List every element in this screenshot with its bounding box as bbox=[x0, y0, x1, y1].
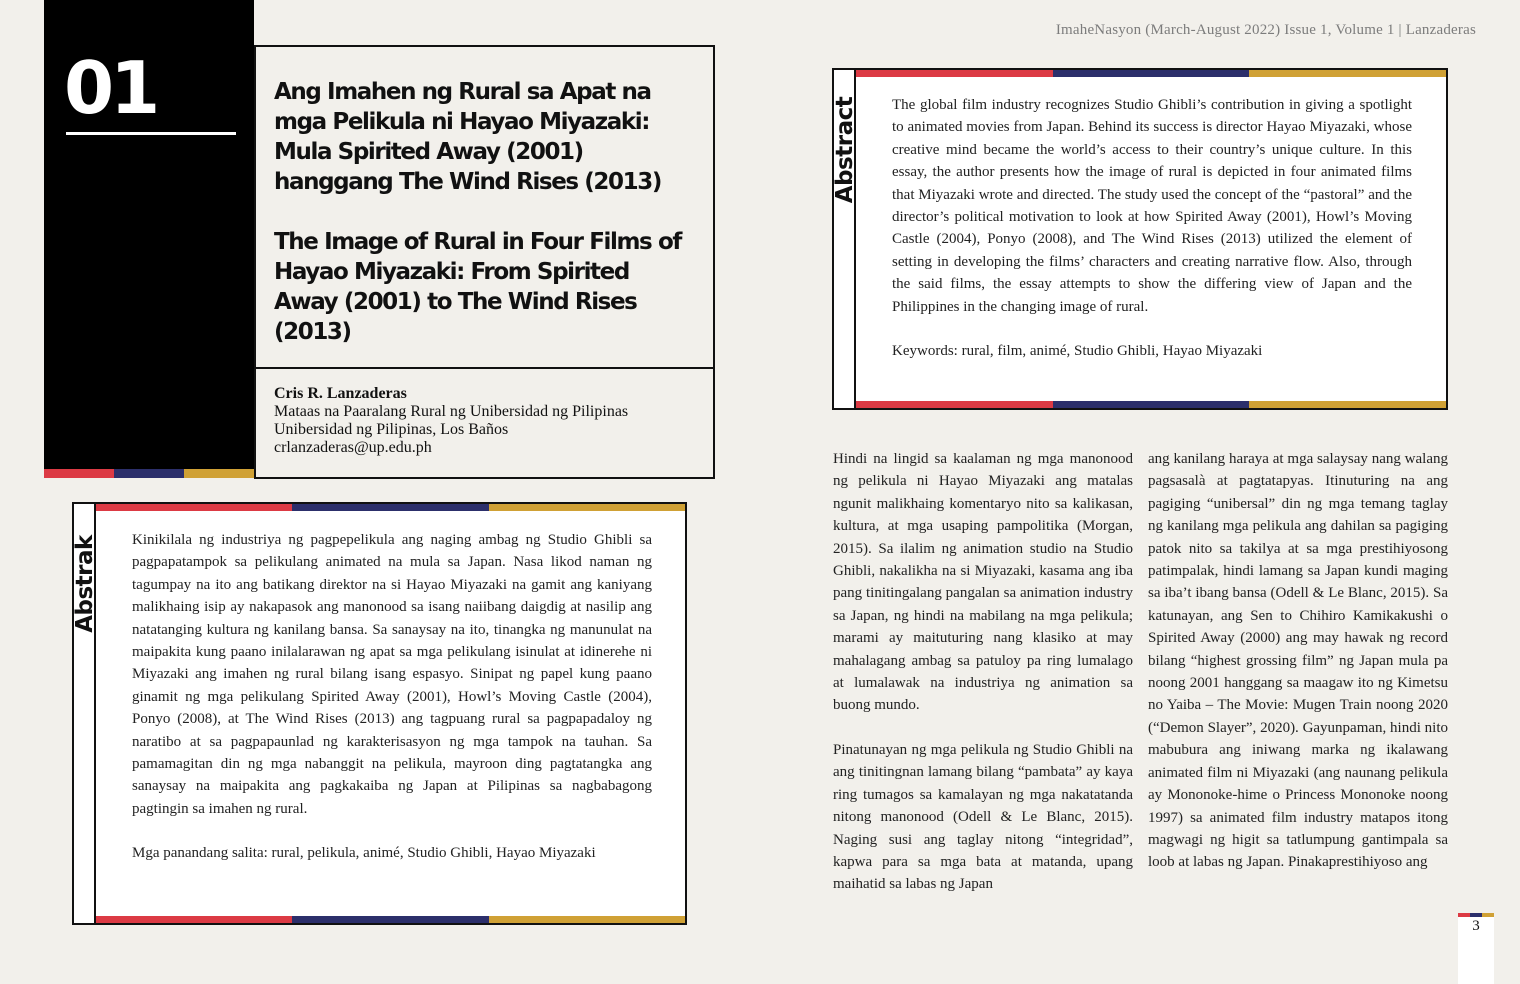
body-column-left bbox=[833, 448, 1133, 896]
author-name: Cris R. Lanzaderas bbox=[274, 385, 407, 402]
title-box bbox=[254, 45, 715, 369]
title-english: The Image of Rural in Four Films of Hayao Miyazaki: From Spirited Away (2001) to The Wind Rises (2013) bbox=[274, 229, 681, 345]
body-paragraph: ang kanilang haraya at mga salaysay nang walang pagsasalà at pagtatapyas. Itinuturing na ang pagiging “unibersal” din ng mga temang taglay ng kanilang mga pelikula ang dahilan sa pagiging patok nito sa takilya at sa mga prestihiyosong patimpalak, hindi lamang sa Japan kundi maging sa iba’t ibang bansa (Odell & Le Blanc, 2015). Sa katunayan, ang Sen to Chihiro Kamikakushi o Spirited Away (2000) ang may hawak ng record bilang “highest grossing film” ng Japan mula pa noong 2001 hanggang sa maagaw ito ng Kimetsu no Yaiba – The Movie: Mugen Train noong 2020 (“Demon Slayer”, 2020). Gayunpaman, hindi nito mabubura ang iniwang marka ng ikalawang animated film ni Miyazaki (ang naunang pelikula ay Mononoke-hime o Princess Mononoke noong 1997) sa animated film industry matapos itong magwagi ng higit sa tatlumpung gantimpala sa loob at labas ng Japan. Pinakaprestihiyoso ang bbox=[1148, 451, 1448, 871]
tricolor-stripe bbox=[96, 916, 685, 923]
author-affiliation: Mataas na Paaralang Rural ng Unibersidad ng Pilipinas bbox=[274, 403, 629, 420]
author-box bbox=[254, 369, 715, 479]
body-column-right bbox=[1148, 448, 1448, 874]
page-number: 3 bbox=[1472, 918, 1480, 934]
abstract-box bbox=[832, 68, 1448, 410]
author-affiliation: Unibersidad ng Pilipinas, Los Baños bbox=[274, 421, 509, 438]
title-filipino: Ang Imahen ng Rural sa Apat na mga Pelikula ni Hayao Miyazaki: Mula Spirited Away (2001) hanggang The Wind Rises (2013) bbox=[274, 79, 661, 195]
abstract-keywords: Keywords: rural, film, animé, Studio Ghibli, Hayao Miyazaki bbox=[892, 343, 1263, 360]
abstrak-label: Abstrak bbox=[72, 535, 98, 633]
tricolor-stripe bbox=[96, 504, 685, 511]
body-paragraph: Pinatunayan ng mga pelikula ng Studio Ghibli na ang tinitingnan lamang bilang “pambata” ay kaya ring tumagos sa kamalayan ng mga nakatatanda nitong manonood (Odell & Le Blanc, 2015). Naging susi ang taglay nitong “integridad”, kapwa para sa mga bata at matanda, upang maihatid sa labas ng Japan bbox=[833, 741, 1133, 893]
author-email: crlanzaderas@up.edu.ph bbox=[274, 439, 432, 456]
tricolor-stripe bbox=[44, 469, 254, 478]
chapter-number: 01 bbox=[64, 46, 157, 130]
abstrak-body bbox=[132, 529, 652, 865]
abstract-tab bbox=[834, 70, 856, 408]
tricolor-stripe bbox=[1458, 913, 1494, 917]
tricolor-stripe bbox=[856, 70, 1446, 77]
abstrak-text: Kinikilala ng industriya ng pagpepelikula ang naging ambag ng Studio Ghibli sa pagpapatampok sa pelikulang animated na mula sa Japan. Nasa likod naman ng tagumpay na ito ang batikang direktor na si Hayao Miyazaki na gamit ang kaniyang malikhaing isip ay nakapasok ang manonood sa isang naiibang daigdig at nasilip ang natatanging kultura ng kanilang bansa. Sa sanaysay na ito, tinangka ng manunulat na maipakita kung paano inilalarawan ng apat sa mga pelikulang isinulat at idinerehe ni Miyazaki ang imahen ng rural bilang isang espasyo. Sinipat ng papel kung paano ginamit ng mga pelikulang Spirited Away (2001), Howl’s Moving Castle (2004), Ponyo (2008), at The Wind Rises (2013) ang tagpuang rural sa pagpapadaloy ng naratibo at sa pagpapaunlad ng karakterisasyon ng mga tampok na tauhan. Sa pamamagitan din ng mga nabanggit na pelikula, mayroon ding pagtatangka ang sanaysay na maipakita ang pagkakaiba ng Japan at Pilipinas sa nagbabagong pagtingin sa imahen ng rural. bbox=[132, 532, 652, 817]
body-paragraph: Hindi na lingid sa kaalaman ng mga manonood ng pelikula ni Hayao Miyazaki ang matalas ngunit malikhaing komentaryo nito sa kalikasan, kultura, at mga usaping pampolitika (Morgan, 2015). Sa ilalim ng animation studio na Studio Ghibli, nakalikha na si Miyazaki, kasama ang iba pang tinitingalang pangalan sa animation industry sa Japan, ng hindi na mabilang na mga pelikula; marami ay maituturing nang klasiko at may mahalagang ambag sa patuloy pa ring lumalago at lumalawak na industriya ng animation sa buong mundo. bbox=[833, 451, 1133, 714]
running-header: ImaheNasyon (March-August 2022) Issue 1, Volume 1 | Lanzaderas bbox=[1055, 22, 1476, 38]
chapter-rule bbox=[66, 132, 236, 135]
abstrak-box bbox=[72, 502, 687, 925]
abstract-body bbox=[892, 94, 1412, 362]
abstrak-tab bbox=[74, 504, 96, 923]
tricolor-stripe bbox=[856, 401, 1446, 408]
abstract-label: Abstract bbox=[832, 96, 858, 204]
abstrak-keywords: Mga panandang salita: rural, pelikula, animé, Studio Ghibli, Hayao Miyazaki bbox=[132, 845, 596, 862]
abstract-text: The global film industry recognizes Studio Ghibli’s contribution in giving a spotlight to animated movies from Japan. Behind its success is director Hayao Miyazaki, whose creative mind became the world’s access to their country’s unique culture. In this essay, the author presents how the image of rural is depicted in four animated films that Miyazaki wrote and directed. The study used the concept of the “pastoral” and the director’s political motivation to look at how Spirited Away (2001), Howl’s Moving Castle (2004), Ponyo (2008), and The Wind Rises (2013) utilized the element of setting in developing the films’ characters and creating narrative flow. Also, through the said films, the essay attempts to show the differing view of Japan and the Philippines in the changing image of rural. bbox=[892, 97, 1412, 315]
